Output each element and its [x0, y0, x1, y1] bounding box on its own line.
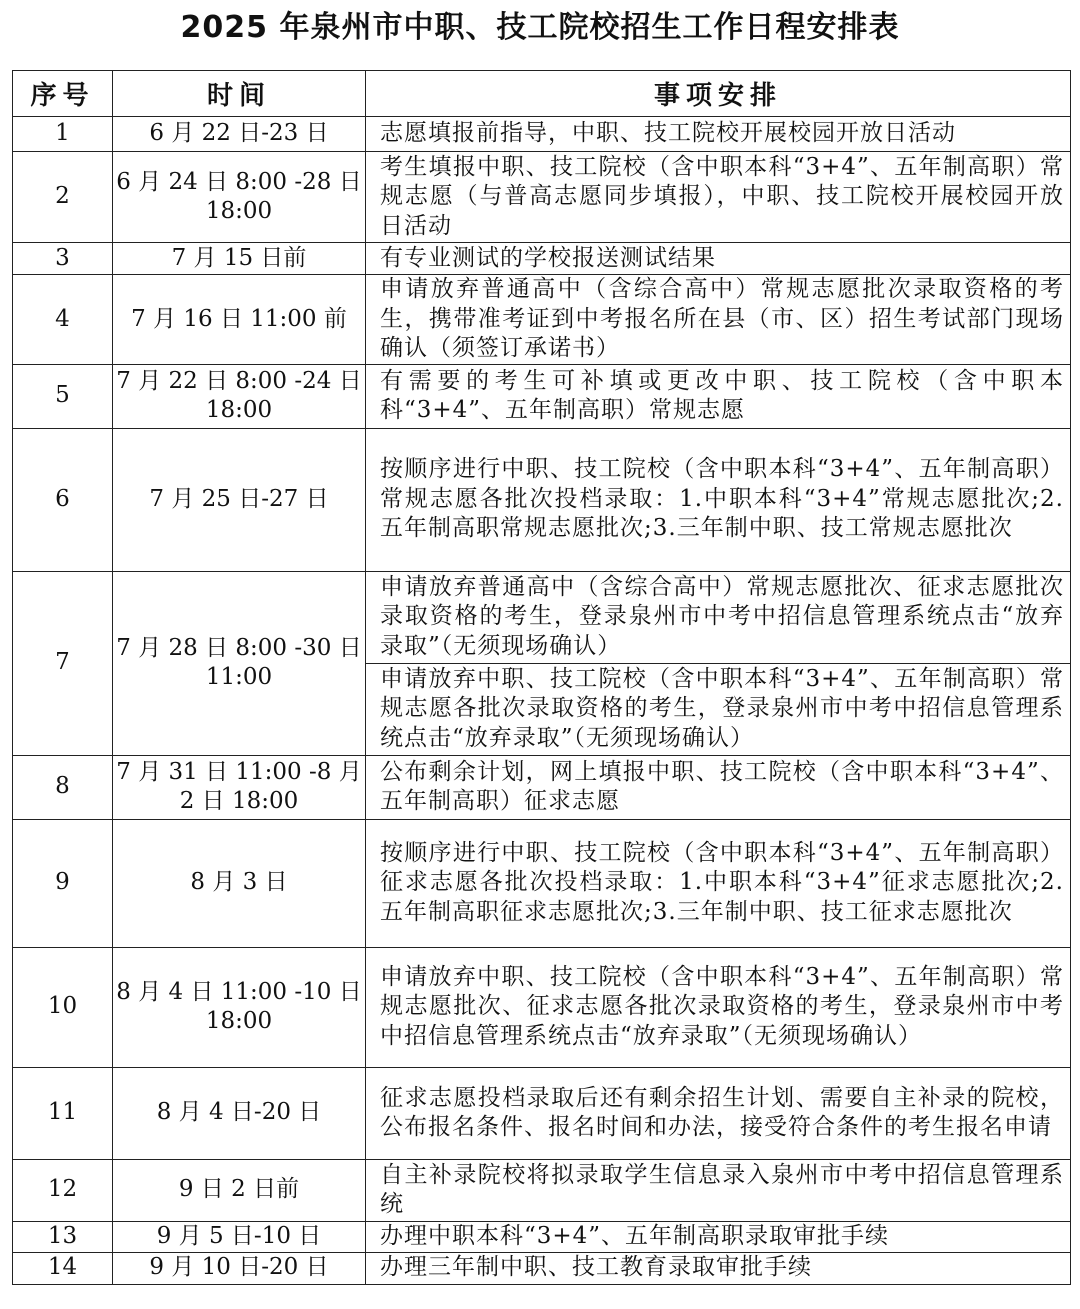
- row-no: 8: [13, 755, 113, 819]
- schedule-table: [12, 70, 1071, 1285]
- table-row: [13, 117, 1071, 152]
- row-no: 9: [13, 819, 113, 947]
- row-time: 7 月 25 日-27 日: [113, 428, 366, 571]
- row-no: 1: [13, 117, 113, 152]
- row-item: 申请放弃中职、技工院校（含中职本科“3+4”、五年制高职）常规志愿批次、征求志愿各批次录取资格的考生，登录泉州市中考中招信息管理系统点击“放弃录取”（无须现场确认）: [366, 947, 1071, 1067]
- row-time: 7 月 16 日 11:00 前: [113, 275, 366, 365]
- header-no: 序号: [13, 71, 113, 117]
- row-time: 8 月 4 日 11:00 -10 日 18:00: [113, 947, 366, 1067]
- table-row: [13, 755, 1071, 819]
- row-no: 3: [13, 243, 113, 275]
- row-item: 有需要的考生可补填或更改中职、技工院校（含中职本科“3+4”、五年制高职）常规志愿: [366, 364, 1071, 428]
- table-row: [13, 819, 1071, 947]
- table-row: [13, 428, 1071, 571]
- table-row: [13, 243, 1071, 275]
- row-time: 9 月 10 日-20 日: [113, 1252, 366, 1284]
- row-item: 自主补录院校将拟录取学生信息录入泉州市中考中招信息管理系统: [366, 1159, 1071, 1221]
- row-time: 6 月 22 日-23 日: [113, 117, 366, 152]
- row-time: 8 月 4 日-20 日: [113, 1067, 366, 1159]
- table-row: [13, 152, 1071, 243]
- table-row: [13, 1252, 1071, 1284]
- row-no: 5: [13, 364, 113, 428]
- row-time: 8 月 3 日: [113, 819, 366, 947]
- table-header-row: [13, 71, 1071, 117]
- row-time: 9 月 5 日-10 日: [113, 1221, 366, 1252]
- row-no: 4: [13, 275, 113, 365]
- header-items: 事项安排: [366, 71, 1071, 117]
- row-time: 7 月 31 日 11:00 -8 月 2 日 18:00: [113, 755, 366, 819]
- row-no: 10: [13, 947, 113, 1067]
- row-time: 7 月 15 日前: [113, 243, 366, 275]
- table-row: [13, 1159, 1071, 1221]
- row-time: 9 日 2 日前: [113, 1159, 366, 1221]
- table-row: [13, 1221, 1071, 1252]
- table-row: [13, 364, 1071, 428]
- row-time: 7 月 28 日 8:00 -30 日 11:00: [113, 571, 366, 755]
- row-no: 13: [13, 1221, 113, 1252]
- row-item: 申请放弃普通高中（含综合高中）常规志愿批次、征求志愿批次录取资格的考生，登录泉州市中考中招信息管理系统点击“放弃录取”（无须现场确认）: [366, 571, 1071, 663]
- row-item: 征求志愿投档录取后还有剩余招生计划、需要自主补录的院校，公布报名条件、报名时间和办法，接受符合条件的考生报名申请: [366, 1067, 1071, 1159]
- table-row: [13, 947, 1071, 1067]
- row-no: 6: [13, 428, 113, 571]
- row-item: 按顺序进行中职、技工院校（含中职本科“3+4”、五年制高职）征求志愿各批次投档录取：1.中职本科“3+4”征求志愿批次;2.五年制高职征求志愿批次;3.三年制中职、技工征求志愿批次: [366, 819, 1071, 947]
- header-time: 时间: [113, 71, 366, 117]
- page-title: 2025 年泉州市中职、技工院校招生工作日程安排表: [180, 10, 900, 45]
- table-row: [13, 275, 1071, 365]
- row-item: 办理三年制中职、技工教育录取审批手续: [366, 1252, 1071, 1284]
- table-row: [13, 1067, 1071, 1159]
- row-item: 志愿填报前指导，中职、技工院校开展校园开放日活动: [366, 117, 1071, 152]
- row-no: 7: [13, 571, 113, 755]
- row-no: 14: [13, 1252, 113, 1284]
- row-no: 2: [13, 152, 113, 243]
- row-item: 有专业测试的学校报送测试结果: [366, 243, 1071, 275]
- row-item: 申请放弃普通高中（含综合高中）常规志愿批次录取资格的考生，携带准考证到中考报名所在县（市、区）招生考试部门现场确认（须签订承诺书）: [366, 275, 1071, 365]
- row-item: 公布剩余计划，网上填报中职、技工院校（含中职本科“3+4”、五年制高职）征求志愿: [366, 755, 1071, 819]
- row-no: 12: [13, 1159, 113, 1221]
- row-item: 按顺序进行中职、技工院校（含中职本科“3+4”、五年制高职）常规志愿各批次投档录取：1.中职本科“3+4”常规志愿批次;2.五年制高职常规志愿批次;3.三年制中职、技工常规志愿批次: [366, 428, 1071, 571]
- table-row: [13, 571, 1071, 663]
- row-time: 6 月 24 日 8:00 -28 日 18:00: [113, 152, 366, 243]
- row-time: 7 月 22 日 8:00 -24 日 18:00: [113, 364, 366, 428]
- row-item: 办理中职本科“3+4”、五年制高职录取审批手续: [366, 1221, 1071, 1252]
- row-item: 申请放弃中职、技工院校（含中职本科“3+4”、五年制高职）常规志愿各批次录取资格的考生，登录泉州市中考中招信息管理系统点击“放弃录取”（无须现场确认）: [366, 663, 1071, 755]
- row-item: 考生填报中职、技工院校（含中职本科“3+4”、五年制高职）常规志愿（与普高志愿同步填报），中职、技工院校开展校园开放日活动: [366, 152, 1071, 243]
- row-no: 11: [13, 1067, 113, 1159]
